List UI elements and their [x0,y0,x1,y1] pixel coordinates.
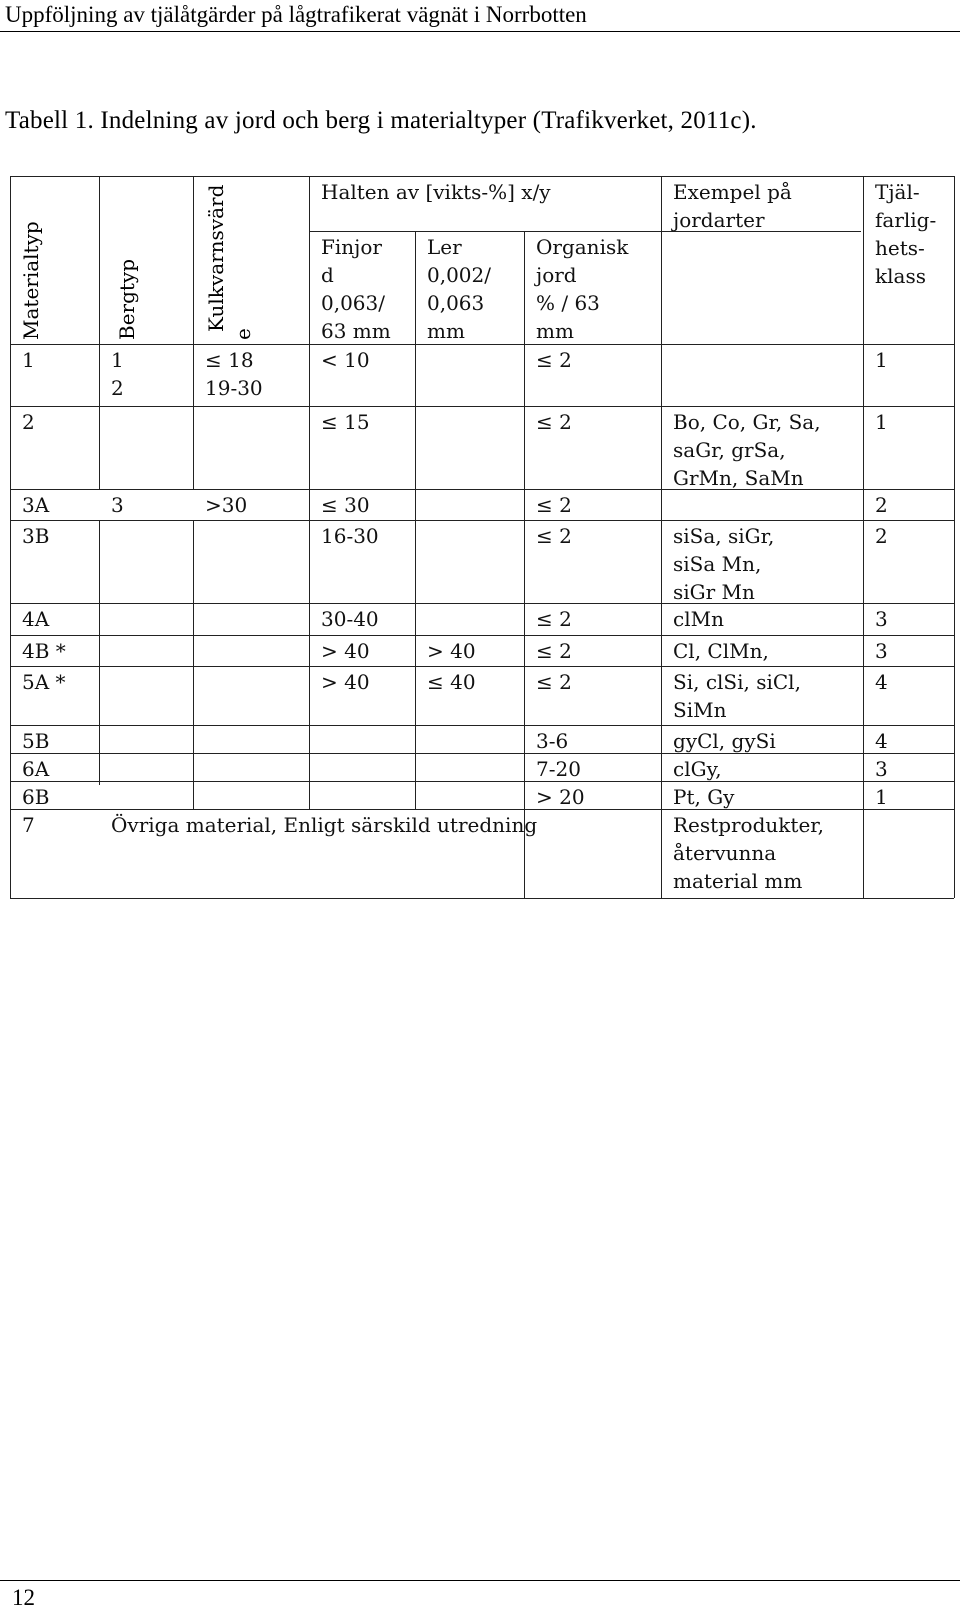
cell-organisk: ≤ 2 [536,348,572,372]
cell-organisk: ≤ 2 [536,410,572,434]
header-kulkvarnsvarde-suffix: e [231,328,255,340]
header-kulkvarnsvarde: Kulkvarnsvärd [204,184,228,332]
cell-organisk: 7-20 [536,757,581,781]
cell-tjalfarlighetsklass: 2 [875,493,888,517]
cell-materialtyp: 2 [22,410,35,434]
col-rule [99,176,100,489]
cell-exempel: clGy, [673,757,722,781]
col-rule [193,176,194,489]
cell-exempel: siSa, siGr, siSa Mn, siGr Mn [673,524,775,604]
row-rule [10,520,954,521]
header-bergtyp: Bergtyp [115,258,139,340]
col-rule [415,231,416,809]
running-header: Uppföljning av tjälåtgärder på lågtrafikerat vägnät i Norrbotten [5,2,587,27]
col-rule [10,176,11,898]
header-finjord: Finjor d 0,063/ 63 mm [321,235,391,343]
header-halten: Halten av [vikts-%] x/y [321,180,551,204]
cell-bergtyp: 1 2 [111,348,124,400]
cell-tjalfarlighetsklass: 1 [875,348,888,372]
row-rule [10,406,954,407]
col-rule [193,520,194,809]
col-rule [309,176,310,809]
cell-tjalfarlighetsklass: 1 [875,410,888,434]
cell-exempel: Si, clSi, siCl, SiMn [673,670,801,722]
cell-tjalfarlighetsklass: 4 [875,729,888,753]
col-rule [863,176,864,898]
cell-materialtyp: 7 [22,813,35,837]
cell-kulkvarnsvarde: ≤ 18 19-30 [205,348,263,400]
cell-organisk: ≤ 2 [536,524,572,548]
cell-finjord: < 10 [321,348,370,372]
col-rule [99,520,100,785]
cell-tjalfarlighetsklass: 3 [875,757,888,781]
col-rule [524,231,525,898]
header-ler: Ler 0,002/ 0,063 mm [427,235,491,343]
cell-materialtyp: 3A [22,493,50,517]
cell-materialtyp: 4A [22,607,50,631]
row-rule [10,809,954,810]
cell-ler: > 40 [427,639,476,663]
header-materialtyp: Materialtyp [19,221,43,340]
header-rule [0,31,960,32]
cell-materialtyp: 4B * [22,639,66,663]
cell-organisk: > 20 [536,785,585,809]
cell-finjord: > 40 [321,639,370,663]
cell-exempel: gyCl, gySi [673,729,776,753]
col-rule [954,176,955,898]
cell-organisk: ≤ 2 [536,670,572,694]
cell-tjalfarlighetsklass: 1 [875,785,888,809]
cell-materialtyp: 6B [22,785,50,809]
cell-exempel: Cl, ClMn, [673,639,769,663]
cell-exempel: Bo, Co, Gr, Sa, saGr, grSa, GrMn, SaMn [673,410,821,490]
cell-organisk: ≤ 2 [536,639,572,663]
row-rule [10,603,954,604]
row-rule [10,725,954,726]
cell-materialtyp: 5A * [22,670,66,694]
cell-finjord: ≤ 30 [321,493,370,517]
cell-exempel: Restprodukter, återvunna material mm [673,813,824,893]
row-rule [10,753,954,754]
material-table [10,176,954,898]
cell-merged-note: Övriga material, Enligt särskild utredning [111,813,538,837]
cell-organisk: ≤ 2 [536,607,572,631]
cell-exempel: Pt, Gy [673,785,735,809]
row-rule [10,635,954,636]
header-exempel: Exempel på jordarter [673,180,792,232]
cell-finjord: 30-40 [321,607,379,631]
cell-tjalfarlighetsklass: 4 [875,670,888,694]
cell-tjalfarlighetsklass: 3 [875,639,888,663]
cell-materialtyp: 3B [22,524,50,548]
row-rule [10,666,954,667]
cell-kulkvarnsvarde: >30 [205,493,248,517]
cell-bergtyp: 3 [111,493,124,517]
table-top-border [10,176,954,177]
cell-organisk: ≤ 2 [536,493,572,517]
row-rule [10,781,954,782]
cell-exempel: clMn [673,607,724,631]
page-number: 12 [12,1585,35,1610]
header-tjalfarlighet: Tjäl- farlig- hets- klass [875,180,937,288]
footer-rule [0,1580,960,1581]
col-rule [661,176,662,898]
cell-materialtyp: 6A [22,757,50,781]
cell-materialtyp: 5B [22,729,50,753]
cell-finjord: ≤ 15 [321,410,370,434]
cell-tjalfarlighetsklass: 3 [875,607,888,631]
table-caption: Tabell 1. Indelning av jord och berg i materialtyper (Trafikverket, 2011c). [5,107,757,134]
cell-tjalfarlighetsklass: 2 [875,524,888,548]
cell-finjord: 16-30 [321,524,379,548]
header-organisk: Organisk jord % / 63 mm [536,235,629,343]
cell-ler: ≤ 40 [427,670,476,694]
row-rule [10,898,954,899]
cell-organisk: 3-6 [536,729,569,753]
cell-materialtyp: 1 [22,348,35,372]
cell-finjord: > 40 [321,670,370,694]
